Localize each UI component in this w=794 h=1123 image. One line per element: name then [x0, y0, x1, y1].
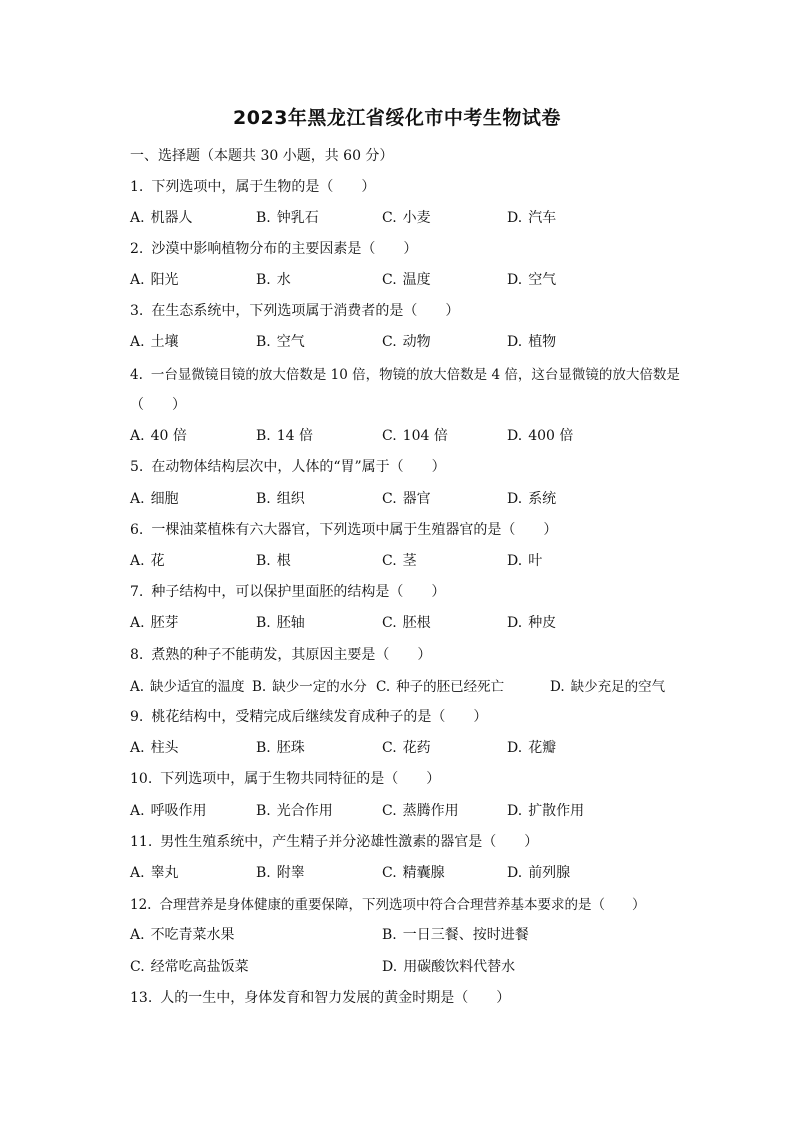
- question-number: 8.: [130, 647, 144, 663]
- option-label: A.: [130, 428, 145, 444]
- option-text: 附睾: [276, 865, 305, 881]
- option-text: 缺少适宜的温度: [150, 679, 245, 695]
- question-13: [130, 987, 510, 1007]
- option-label: D.: [507, 334, 523, 350]
- option-a[interactable]: [130, 488, 179, 508]
- option-text: 汽车: [528, 210, 557, 226]
- option-label: B.: [256, 553, 271, 569]
- option-label: D.: [507, 740, 523, 756]
- question-5: [130, 456, 446, 476]
- option-text: 叶: [528, 553, 543, 569]
- option-a[interactable]: [130, 331, 179, 351]
- option-text: 组织: [276, 491, 305, 507]
- option-text: 胚轴: [276, 615, 305, 631]
- option-label: B.: [256, 865, 271, 881]
- option-label: A.: [130, 272, 145, 288]
- question-4: [130, 363, 680, 383]
- option-label: A.: [130, 740, 145, 756]
- option-c[interactable]: [382, 737, 431, 757]
- option-label: A.: [130, 927, 145, 943]
- question-stem: 桃花结构中，受精完成后继续发育成种子的是（ ）: [151, 709, 488, 725]
- option-label: D.: [507, 865, 523, 881]
- question-6: [130, 519, 557, 539]
- option-text: 器官: [402, 491, 431, 507]
- option-label: C.: [382, 553, 397, 569]
- question-number: 13.: [130, 990, 153, 1006]
- question-stem: 一棵油菜植株有六大器官，下列选项中属于生殖器官的是（ ）: [151, 522, 558, 538]
- question-stem: 下列选项中，属于生物共同特征的是（ ）: [160, 771, 441, 787]
- option-text: 光合作用: [276, 803, 333, 819]
- question-1: [130, 176, 375, 196]
- option-b[interactable]: [256, 331, 305, 351]
- option-text: 根: [276, 553, 291, 569]
- option-label: A.: [130, 553, 145, 569]
- option-label: C.: [382, 428, 397, 444]
- option-text: 阳光: [150, 272, 179, 288]
- question-stem: 在动物体结构层次中，人体的“胃”属于（ ）: [151, 459, 446, 475]
- option-c[interactable]: [382, 612, 431, 632]
- option-text: 空气: [276, 334, 305, 350]
- option-d[interactable]: [507, 612, 556, 632]
- option-d[interactable]: [382, 956, 515, 976]
- question-stem: 合理营养是身体健康的重要保障，下列选项中符合合理营养基本要求的是（ ）: [159, 897, 646, 913]
- question-stem: 下列选项中，属于生物的是（ ）: [151, 179, 376, 195]
- option-text: 机器人: [150, 210, 193, 226]
- option-text: 茎: [402, 553, 417, 569]
- question-number: 10.: [130, 771, 153, 787]
- option-label: B.: [256, 428, 271, 444]
- option-text: 蒸腾作用: [402, 803, 459, 819]
- option-text: 花药: [402, 740, 431, 756]
- option-a[interactable]: [130, 924, 235, 944]
- option-label: C.: [382, 272, 397, 288]
- option-text: 40 倍: [150, 428, 187, 444]
- option-text: 精囊腺: [402, 865, 445, 881]
- option-a[interactable]: [130, 612, 179, 632]
- question-number: 1.: [130, 179, 144, 195]
- option-text: 胚芽: [150, 615, 179, 631]
- option-b[interactable]: [256, 269, 291, 289]
- option-a[interactable]: [130, 800, 207, 820]
- option-text: 呼吸作用: [150, 803, 207, 819]
- option-c[interactable]: [376, 675, 504, 695]
- question-number: 2.: [130, 241, 144, 257]
- option-b[interactable]: [256, 550, 291, 570]
- option-text: 睾丸: [150, 865, 179, 881]
- question-number: 4.: [130, 367, 143, 383]
- option-label: C.: [382, 740, 397, 756]
- option-label: D.: [507, 210, 523, 226]
- section-heading: 一、选择题（本题共 30 小题，共 60 分）: [130, 148, 394, 164]
- question-number: 12.: [130, 897, 152, 913]
- question-number: 6.: [130, 522, 144, 538]
- question-stem: 煮熟的种子不能萌发，其原因主要是（ ）: [151, 647, 432, 663]
- option-label: A.: [130, 803, 145, 819]
- option-text: 钟乳石: [276, 210, 319, 226]
- option-b[interactable]: [256, 800, 333, 820]
- option-text: 水: [276, 272, 291, 288]
- option-label: C.: [382, 491, 397, 507]
- option-label: C.: [382, 210, 397, 226]
- option-label: D.: [550, 679, 565, 695]
- question-2: [130, 238, 417, 258]
- option-label: C.: [130, 959, 145, 975]
- option-b[interactable]: [252, 675, 367, 695]
- option-label: D.: [507, 428, 523, 444]
- question-4-continuation: （ ）: [130, 397, 186, 413]
- option-c[interactable]: [130, 956, 249, 976]
- option-a[interactable]: [130, 269, 179, 289]
- option-d[interactable]: [507, 331, 556, 351]
- option-b[interactable]: [382, 924, 529, 944]
- question-stem: 一台显微镜目镜的放大倍数是 10 倍，物镜的放大倍数是 4 倍，这台显微镜的放大倍数是: [150, 367, 680, 383]
- option-label: A.: [130, 679, 145, 695]
- option-text: 用碳酸饮料代替水: [403, 959, 516, 975]
- option-c[interactable]: [382, 425, 448, 445]
- option-text: 植物: [528, 334, 557, 350]
- option-label: A.: [130, 865, 145, 881]
- option-d[interactable]: [550, 675, 665, 695]
- option-b[interactable]: [256, 737, 305, 757]
- option-a[interactable]: [130, 675, 245, 695]
- option-b[interactable]: [256, 612, 305, 632]
- option-b[interactable]: [256, 425, 313, 445]
- option-text: 400 倍: [528, 428, 574, 444]
- option-a[interactable]: [130, 207, 193, 227]
- option-c[interactable]: [382, 488, 431, 508]
- question-3: [130, 300, 459, 320]
- option-c[interactable]: [382, 331, 431, 351]
- option-d[interactable]: [507, 207, 556, 227]
- option-text: 胚根: [402, 615, 431, 631]
- question-11: [130, 831, 538, 851]
- option-text: 种皮: [528, 615, 557, 631]
- question-8: [130, 644, 431, 664]
- option-label: B.: [256, 334, 271, 350]
- option-text: 前列腺: [528, 865, 571, 881]
- option-text: 小麦: [402, 210, 431, 226]
- option-label: C.: [382, 334, 397, 350]
- option-c[interactable]: [382, 207, 431, 227]
- option-label: A.: [130, 334, 145, 350]
- option-label: D.: [507, 553, 523, 569]
- option-text: 土壤: [150, 334, 179, 350]
- option-text: 花: [150, 553, 165, 569]
- option-text: 空气: [528, 272, 557, 288]
- option-c[interactable]: [382, 550, 417, 570]
- option-a[interactable]: [130, 425, 187, 445]
- question-number: 3.: [130, 303, 144, 319]
- question-stem: 人的一生中，身体发育和智力发展的黄金时期是（ ）: [160, 990, 511, 1006]
- question-7: [130, 581, 445, 601]
- option-d[interactable]: [507, 488, 556, 508]
- option-d[interactable]: [507, 550, 542, 570]
- option-label: B.: [256, 615, 271, 631]
- option-label: B.: [256, 740, 271, 756]
- option-text: 系统: [528, 491, 557, 507]
- option-text: 经常吃高盐饭菜: [150, 959, 249, 975]
- option-text: 不吃青菜水果: [150, 927, 235, 943]
- option-d[interactable]: [507, 425, 573, 445]
- option-a[interactable]: [130, 737, 179, 757]
- option-text: 柱头: [150, 740, 179, 756]
- option-text: 温度: [402, 272, 431, 288]
- option-label: D.: [507, 272, 523, 288]
- option-label: C.: [382, 865, 397, 881]
- question-stem: 在生态系统中，下列选项属于消费者的是（ ）: [151, 303, 460, 319]
- question-stem: 种子结构中，可以保护里面胚的结构是（ ）: [151, 584, 446, 600]
- option-label: B.: [256, 803, 271, 819]
- question-number: 7.: [130, 584, 144, 600]
- option-d[interactable]: [507, 862, 570, 882]
- option-text: 104 倍: [402, 428, 448, 444]
- option-label: B.: [382, 927, 397, 943]
- option-b[interactable]: [256, 862, 305, 882]
- option-text: 一日三餐、按时进餐: [402, 927, 529, 943]
- question-number: 11.: [130, 834, 153, 850]
- option-label: C.: [382, 615, 397, 631]
- option-label: A.: [130, 615, 145, 631]
- option-text: 细胞: [150, 491, 179, 507]
- option-c[interactable]: [382, 862, 445, 882]
- option-b[interactable]: [256, 488, 305, 508]
- option-text: 14 倍: [276, 428, 314, 444]
- option-label: C.: [382, 803, 397, 819]
- option-d[interactable]: [507, 737, 556, 757]
- option-c[interactable]: [382, 269, 431, 289]
- option-c[interactable]: [382, 800, 459, 820]
- option-d[interactable]: [507, 800, 584, 820]
- exam-title: 2023年黑龙江省绥化市中考生物试卷: [233, 107, 561, 129]
- option-label: B.: [256, 491, 271, 507]
- option-text: 缺少一定的水分: [272, 679, 367, 695]
- option-label: D.: [382, 959, 398, 975]
- option-label: A.: [130, 210, 145, 226]
- option-text: 花瓣: [528, 740, 557, 756]
- question-stem: 沙漠中影响植物分布的主要因素是（ ）: [151, 241, 418, 257]
- option-b[interactable]: [256, 207, 319, 227]
- option-label: D.: [507, 491, 523, 507]
- option-label: B.: [252, 679, 267, 695]
- question-9: [130, 706, 487, 726]
- option-label: A.: [130, 491, 145, 507]
- option-text: 动物: [402, 334, 431, 350]
- option-label: B.: [256, 210, 271, 226]
- question-12: [130, 893, 645, 913]
- option-d[interactable]: [507, 269, 556, 289]
- question-number: 5.: [130, 459, 144, 475]
- option-text: 扩散作用: [528, 803, 585, 819]
- option-text: 胚珠: [276, 740, 305, 756]
- option-text: 缺少充足的空气: [570, 679, 666, 695]
- option-label: D.: [507, 615, 523, 631]
- option-a[interactable]: [130, 550, 165, 570]
- option-label: B.: [256, 272, 271, 288]
- question-10: [130, 768, 440, 788]
- question-number: 9.: [130, 709, 144, 725]
- option-label: C.: [376, 679, 391, 695]
- option-a[interactable]: [130, 862, 179, 882]
- question-stem: 男性生殖系统中，产生精子并分泌雄性激素的器官是（ ）: [160, 834, 539, 850]
- option-text: 种子的胚已经死亡: [396, 679, 505, 695]
- option-label: D.: [507, 803, 523, 819]
